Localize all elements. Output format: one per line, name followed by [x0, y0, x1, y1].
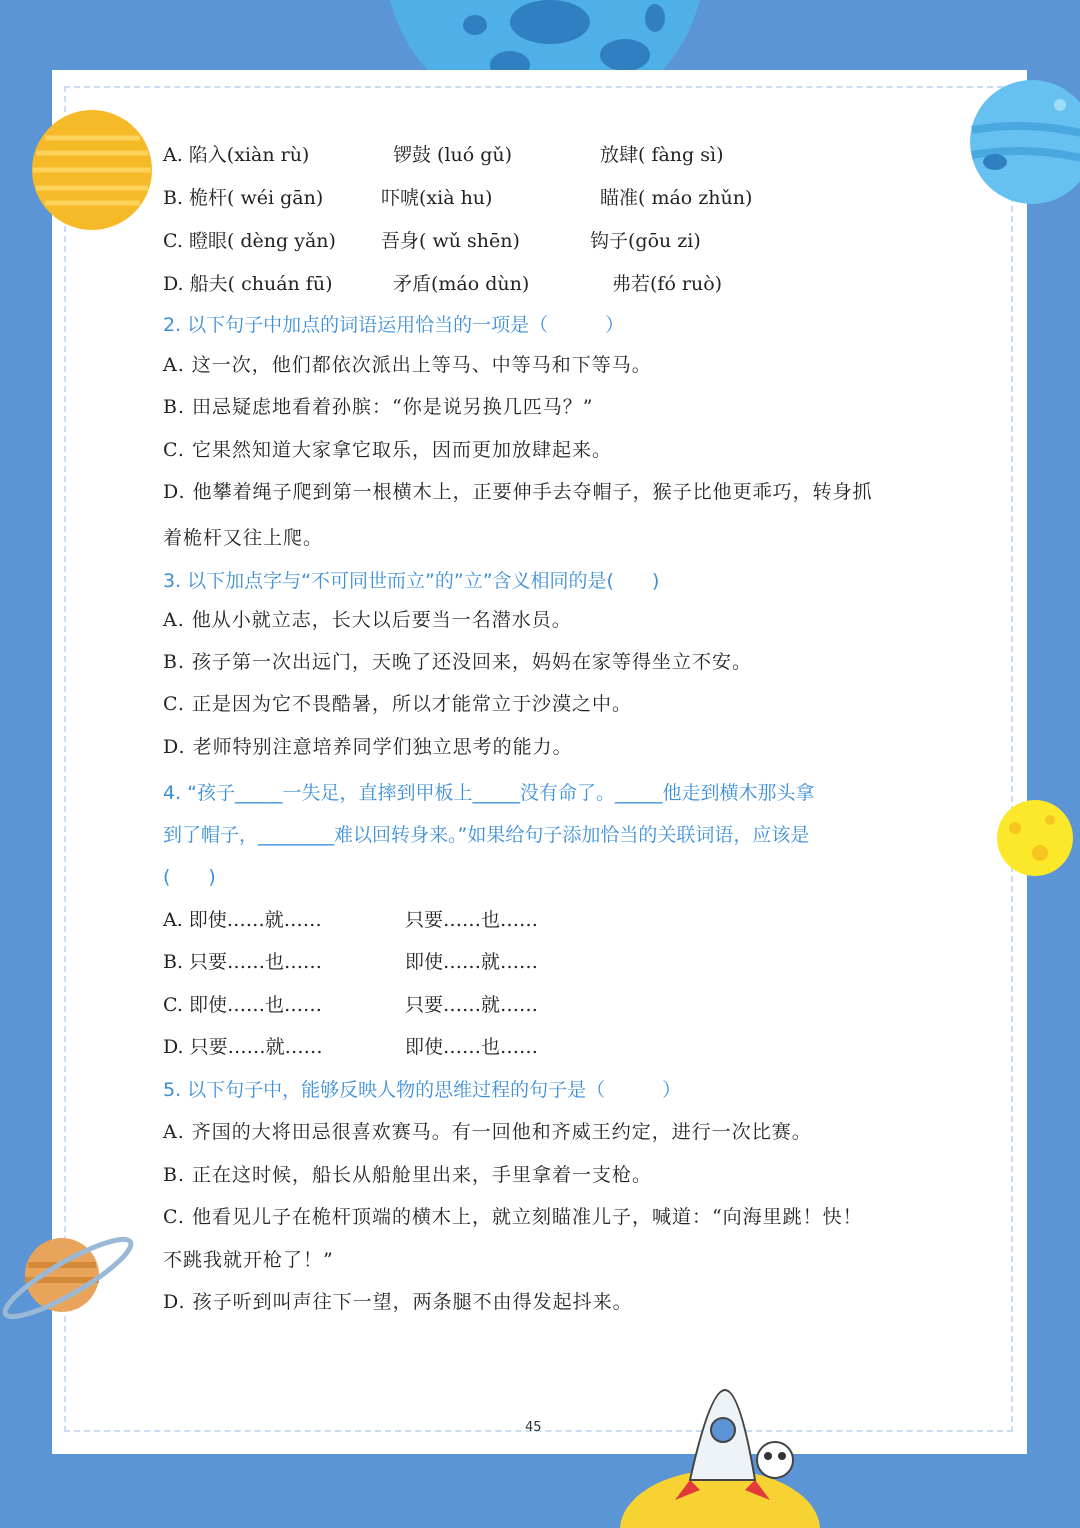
q1-option-b-1: B. 桅杆( wéi gān)	[163, 187, 324, 209]
q4-title-line2: 到了帽子，________难以回转身来。”如果给句子添加恰当的关联词语，应该是	[163, 824, 810, 846]
q1-option-c-2: 吾身( wǔ shēn)	[381, 230, 520, 252]
q3-option-d: D. 老师特别注意培养同学们独立思考的能力。	[163, 736, 573, 758]
q4-title-line3: ( )	[163, 866, 216, 888]
q5-option-b: B. 正在这时候，船长从船舱里出来，手里拿着一支枪。	[163, 1164, 653, 1186]
q5-option-d: D. 孩子听到叫声往下一望，两条腿不由得发起抖来。	[163, 1291, 633, 1313]
q2-option-d-line2: 着桅杆又往上爬。	[163, 527, 324, 549]
q2-option-a: A. 这一次，他们都依次派出上等马、中等马和下等马。	[163, 354, 652, 376]
q1-option-d-2: 矛盾(máo dùn)	[393, 273, 530, 295]
q4-option-b-2: 即使……就……	[405, 951, 539, 973]
q1-option-d-1: D. 船夫( chuán fū)	[163, 273, 333, 295]
q1-option-b-3: 瞄准( máo zhǔn)	[600, 187, 753, 209]
blue-planet-icon	[970, 80, 1080, 210]
q5-title: 5. 以下句子中，能够反映人物的思维过程的句子是（ ）	[163, 1079, 682, 1101]
q3-option-b: B. 孩子第一次出远门，天晚了还没回来，妈妈在家等得坐立不安。	[163, 651, 753, 673]
rocket-illustration	[615, 1370, 825, 1528]
q5-option-c-line1: C. 他看见儿子在桅杆顶端的横木上，就立刻瞄准儿子，喊道：“向海里跳！快！	[163, 1206, 863, 1228]
page-number: 45	[525, 1420, 542, 1435]
q2-title: 2. 以下句子中加点的词语运用恰当的一项是（ ）	[163, 314, 625, 336]
q4-option-d-2: 即使……也……	[405, 1036, 539, 1058]
q4-option-c-2: 只要……就……	[405, 994, 539, 1016]
q3-option-a: A. 他从小就立志，长大以后要当一名潜水员。	[163, 609, 572, 631]
q5-option-c-line2: 不跳我就开枪了！”	[163, 1249, 334, 1271]
yellow-moon-icon	[995, 798, 1080, 878]
q4-title-line1: 4. “孩子_____一失足，直摔到甲板上_____没有命了。_____他走到横木那头拿	[163, 782, 815, 804]
q4-option-d-1: D. 只要……就……	[163, 1036, 323, 1058]
q1-option-a-1: A. 陷入(xiàn rù)	[163, 144, 310, 166]
yellow-planet-icon	[30, 108, 155, 233]
q1-option-c-3: 钩子(gōu zi)	[590, 230, 701, 252]
q4-option-b-1: B. 只要……也……	[163, 951, 323, 973]
q3-option-c: C. 正是因为它不畏酷暑，所以才能常立于沙漠之中。	[163, 693, 632, 715]
ringed-planet-icon	[0, 1230, 140, 1340]
q3-title: 3. 以下加点字与“不可同世而立”的”立”含义相同的是( )	[163, 570, 660, 592]
q4-option-a-1: A. 即使……就……	[163, 909, 322, 931]
q5-option-a: A. 齐国的大将田忌很喜欢赛马。有一回他和齐威王约定，进行一次比赛。	[163, 1121, 812, 1143]
q1-option-b-2: 吓唬(xià hu)	[381, 187, 493, 209]
q4-option-c-1: C. 即使……也……	[163, 994, 322, 1016]
q1-option-a-2: 锣鼓 (luó gǔ)	[393, 144, 513, 166]
q2-option-b: B. 田忌疑虑地看着孙膑：“你是说另换几匹马？”	[163, 396, 594, 418]
q1-option-a-3: 放肆( fàng sì)	[600, 144, 724, 166]
q2-option-d-line1: D. 他攀着绳子爬到第一根横木上，正要伸手去夺帽子，猴子比他更乖巧，转身抓	[163, 481, 873, 503]
q2-option-c: C. 它果然知道大家拿它取乐，因而更加放肆起来。	[163, 439, 612, 461]
q1-option-d-3: 弗若(fó ruò)	[612, 273, 723, 295]
q4-option-a-2: 只要……也……	[405, 909, 539, 931]
q1-option-c-1: C. 瞪眼( dèng yǎn)	[163, 230, 336, 252]
